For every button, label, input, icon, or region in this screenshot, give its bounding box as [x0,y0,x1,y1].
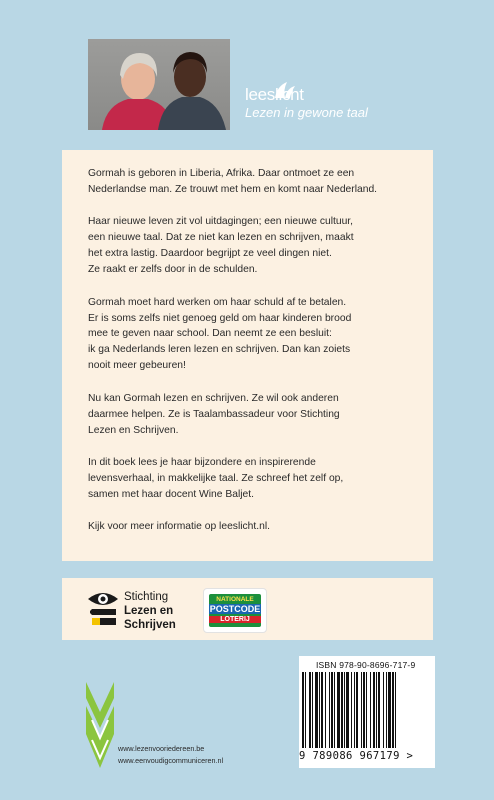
blurb-paragraph: Haar nieuwe leven zit vol uitdagingen; een nieuwe cultuur, een nieuwe taal. Dat ze niet kan lezen en schrijven, maakt het extra lastig. Daardoor begrijpt ze veel dingen niet. Ze raakt er zelfs door in de schulden. [88,216,354,276]
isbn-label: ISBN 978-90-8696-717-9 [316,660,416,670]
lottery-line: POSTCODE [209,604,261,614]
blurb-paragraph: Gormah moet hard werken om haar schuld af te betalen. Er is soms zelfs niet genoeg geld om haar kinderen brood mee te geven naar school. Dan neemt ze een besluit: ik ga Nederlands leren lezen en schrijven. Dan kan zoiets nooit meer gebeuren! [88,296,352,372]
blurb-paragraph: Nu kan Gormah lezen en schrijven. Ze wil ook anderen daarmee helpen. Ze is Taalambassadeur voor Stichting Lezen en Schrijven. [88,392,340,436]
foundation-line: Lezen en [124,605,174,617]
ean-digits: 9 789086 967179 > [299,750,414,762]
blurb-paragraph: Gormah is geboren in Liberia, Afrika. Daar ontmoet ze een Nederlandse man. Ze trouwt met hem en komt naar Nederland. [88,168,378,195]
foundation-line: Schrijven [124,619,176,631]
brand-block [245,86,368,121]
foundation-line: Stichting [124,591,169,603]
brand-name: leeslicht [245,85,304,104]
eye-pencil-icon [86,587,120,627]
barcode-bars [300,672,434,750]
foundation-logo-text [124,590,176,632]
blurb-paragraph: In dit boek lees je haar bijzondere en inspirerende levensverhaal, in makkelijke taal. Ze schreef het zelf op, samen met haar docent Wine Baljet. [88,457,344,500]
blurb-paragraph: Kijk voor meer informatie op leeslicht.nl. [88,521,270,533]
book-leaf-icon [82,678,118,778]
brand-tagline: Lezen in gewone taal [245,105,368,120]
footer-link[interactable]: www.eenvoudigcommuniceren.nl [118,756,224,765]
lottery-line: NATIONALE [216,596,254,603]
blurb-text [88,166,422,552]
author-photo [88,39,230,130]
lottery-logo-inner [209,594,261,627]
footer-links [118,743,223,767]
lottery-logo [203,588,267,633]
footer-link[interactable]: www.lezenvooriedereen.be [118,744,205,753]
lottery-line: LOTERIJ [209,616,261,623]
